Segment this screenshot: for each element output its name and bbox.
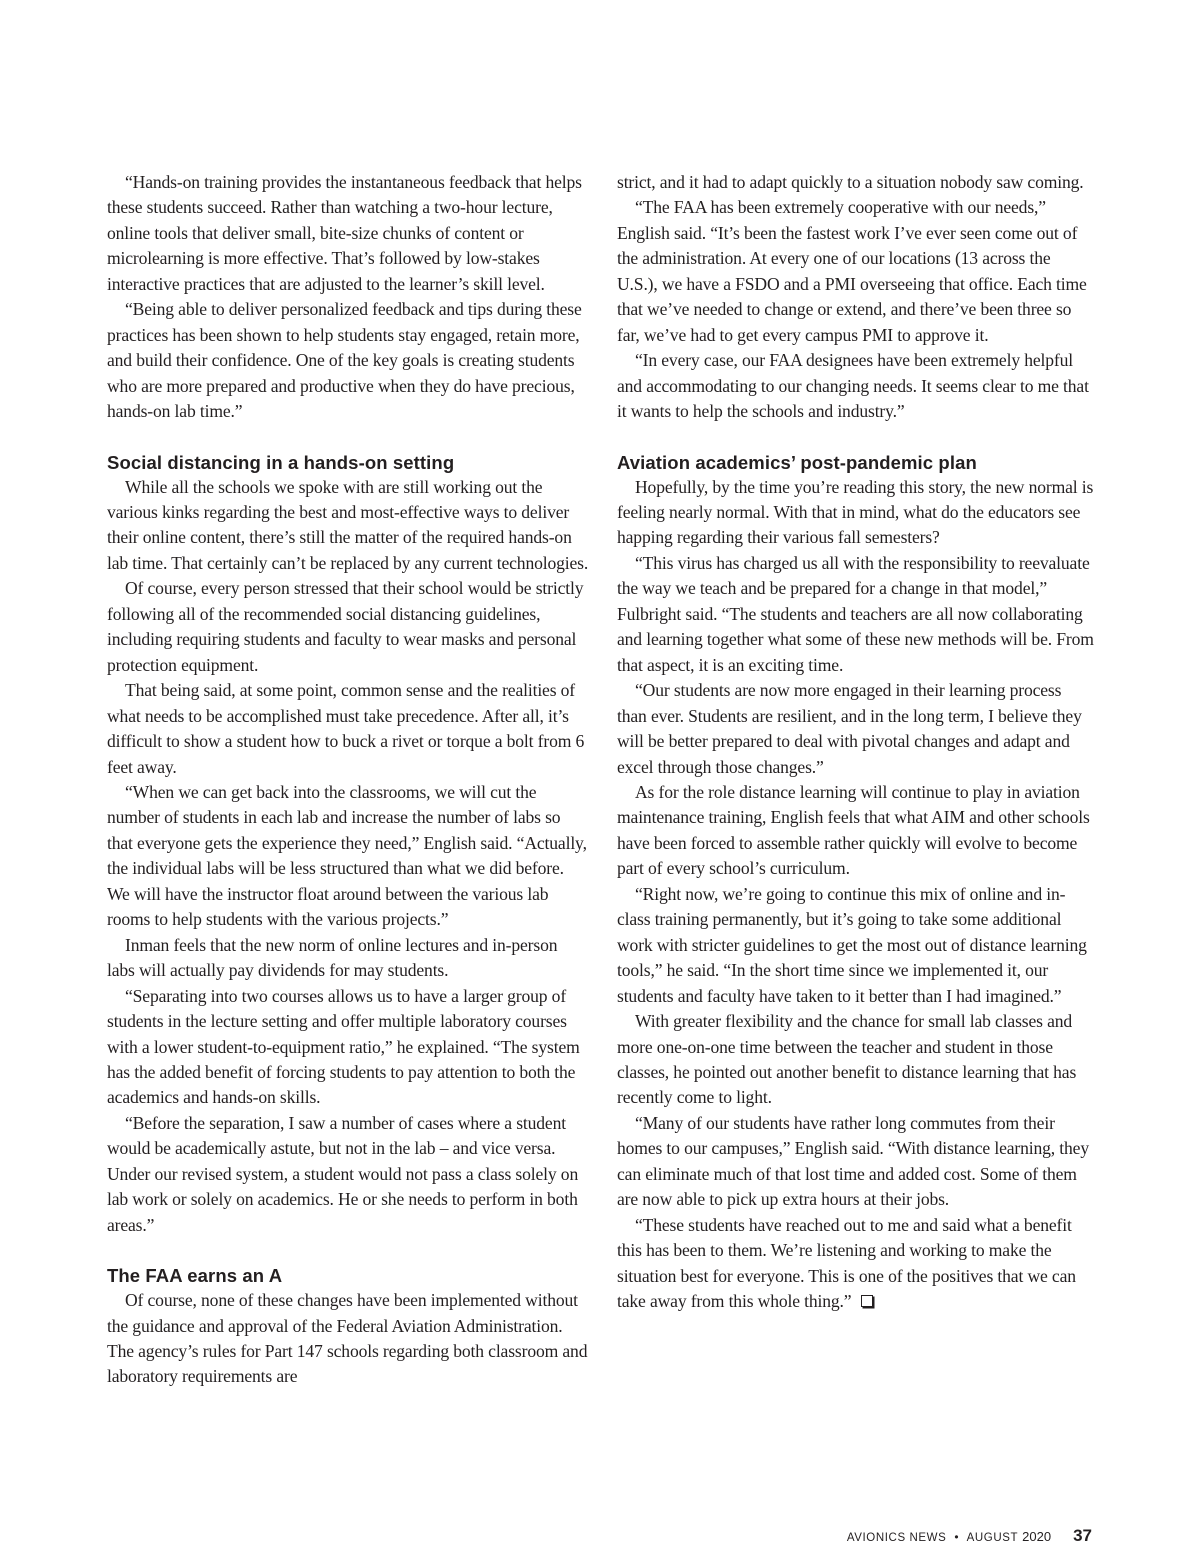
paragraph: “Being able to deliver personalized feedback and tips during these practices has been shown to help students stay engaged, retain more, and build their confidence. One of the key goals is creating students who are more prepared and productive when they do have precious, hands-on lab time.”	[107, 299, 582, 422]
page-number: 37	[1073, 1526, 1092, 1545]
paragraph: “Many of our students have rather long commutes from their homes to our campuses,” English said. “With distance learning, they can eliminate much of that lost time and added cost. Some of them are now able to pick up extra hours at their jobs.	[617, 1112, 1089, 1210]
paragraph: “In every case, our FAA designees have been extremely helpful and accommodating to our changing needs. It seems clear to me that it wants to help the schools and industry.”	[617, 350, 1089, 422]
paragraph: While all the schools we spoke with are still working out the various kinks regarding the best and most-effective ways to deliver their online content, there’s still the matter of the required hands-on lab time. That certainly can’t be replaced by any current technologies.	[107, 476, 589, 573]
paragraph: “Before the separation, I saw a number of cases where a student would be academically astute, but not in the lab – and vice versa. Under our revised system, a student would not pass a class solely on lab work or solely on academics. He or she needs to perform in both areas.”	[107, 1112, 579, 1235]
paragraph: “The FAA has been extremely cooperative with our needs,” English said. “It’s been the fastest work I’ve ever seen come out of the administration. At every one of our locations (13 across the U.S.), we have a FSDO and a PMI overseeing that office. Each time that we’ve needed to change or extend, and there’ve been three so far, we’ve had to get every campus PMI to approve it.	[617, 197, 1087, 345]
paragraph: “This virus has charged us all with the responsibility to reevaluate the way we teach and be prepared for a change in that model,” Fulbright said. “The students and teachers are all now collaborating and learning together what some of these new methods will be. From that aspect, it is an exciting time.	[617, 552, 1094, 675]
paragraph: “When we can get back into the classrooms, we will cut the number of students in each lab and increase the number of labs so that everyone gets the experience they need,” English said. “Actually, the individual labs will be less structured than what we did before. We will have the instructor float around between the various lab rooms to help students with the various projects.”	[107, 781, 587, 930]
paragraph: As for the role distance learning will continue to play in aviation maintenance training, English feels that what AIM and other schools have been forced to assemble rather quickly will evolve to become part of every school’s curriculum.	[617, 781, 1090, 879]
right-column	[617, 170, 1095, 1314]
section-heading: Social distancing in a hands-on setting	[107, 451, 455, 473]
bullet-separator: •	[954, 1530, 959, 1544]
page-footer	[847, 1526, 1092, 1546]
paragraph: strict, and it had to adapt quickly to a situation nobody saw coming.	[617, 172, 1084, 192]
end-of-story-icon	[861, 1295, 873, 1307]
paragraph: That being said, at some point, common sense and the realities of what needs to be accomplished must take precedence. After all, it’s difficult to show a student how to buck a rivet or torque a bolt from 6 feet away.	[107, 680, 585, 777]
paragraph: “Separating into two courses allows us to have a larger group of students in the lecture setting and offer multiple laboratory courses with a lower student-to-equipment ratio,” he explained. “The system has the added benefit of forcing students to pay attention to both the academics and hands-on skills.	[107, 985, 580, 1108]
left-column	[107, 170, 589, 1390]
issue-year: 2020	[1022, 1529, 1052, 1544]
paragraph: “Our students are now more engaged in their learning process than ever. Students are resilient, and in the long term, I believe they will be better prepared to deal with pivotal changes and adapt and excel through those changes.”	[617, 680, 1082, 777]
paragraph: “Hands-on training provides the instantaneous feedback that helps these students succeed. Rather than watching a two-hour lecture, online tools that deliver small, bite-size chunks of content or microlearning is more effective. That’s followed by low-stakes interactive practices that are adjusted to the learner’s skill level.	[107, 172, 582, 294]
paragraph: Inman feels that the new norm of online lectures and in-person labs will actually pay dividends for may students.	[107, 934, 558, 981]
paragraph: With greater flexibility and the chance for small lab classes and more one-on-one time between the teacher and student in those classes, he pointed out another benefit to distance learning that has recently come to light.	[617, 1011, 1077, 1108]
paragraph: Of course, every person stressed that their school would be strictly following all of the recommended social distancing guidelines, including requiring students and faculty to wear masks and personal protection equipment.	[107, 578, 584, 675]
paragraph-text: “These students have reached out to me and said what a benefit this has been to them. We’re listening and working to make the situation best for everyone. This is one of the positives that we can take away from this whole thing.”	[617, 1214, 1076, 1312]
section-heading: The FAA earns an A	[107, 1265, 283, 1287]
paragraph: Of course, none of these changes have been implemented without the guidance and approval of the Federal Aviation Administration. The agency’s rules for Part 147 schools regarding both classroom and laboratory requirements are	[107, 1290, 588, 1387]
closing-paragraph	[617, 1213, 1095, 1315]
section-heading: Aviation academics’ post-pandemic plan	[617, 451, 977, 473]
paragraph: “Right now, we’re going to continue this mix of online and in-class training permanently, but it’s going to take some additional work with stricter guidelines to get the most out of distance learning tools,” he said. “In the short time since we implemented it, our students and faculty have taken to it better than I had imagined.”	[617, 883, 1087, 1006]
publication-name: AVIONICS NEWS	[846, 1532, 947, 1544]
issue-month: AUGUST	[966, 1532, 1019, 1544]
paragraph: Hopefully, by the time you’re reading this story, the new normal is feeling nearly normal. With that in mind, what do the educators see happing regarding their various fall semesters?	[617, 476, 1094, 548]
